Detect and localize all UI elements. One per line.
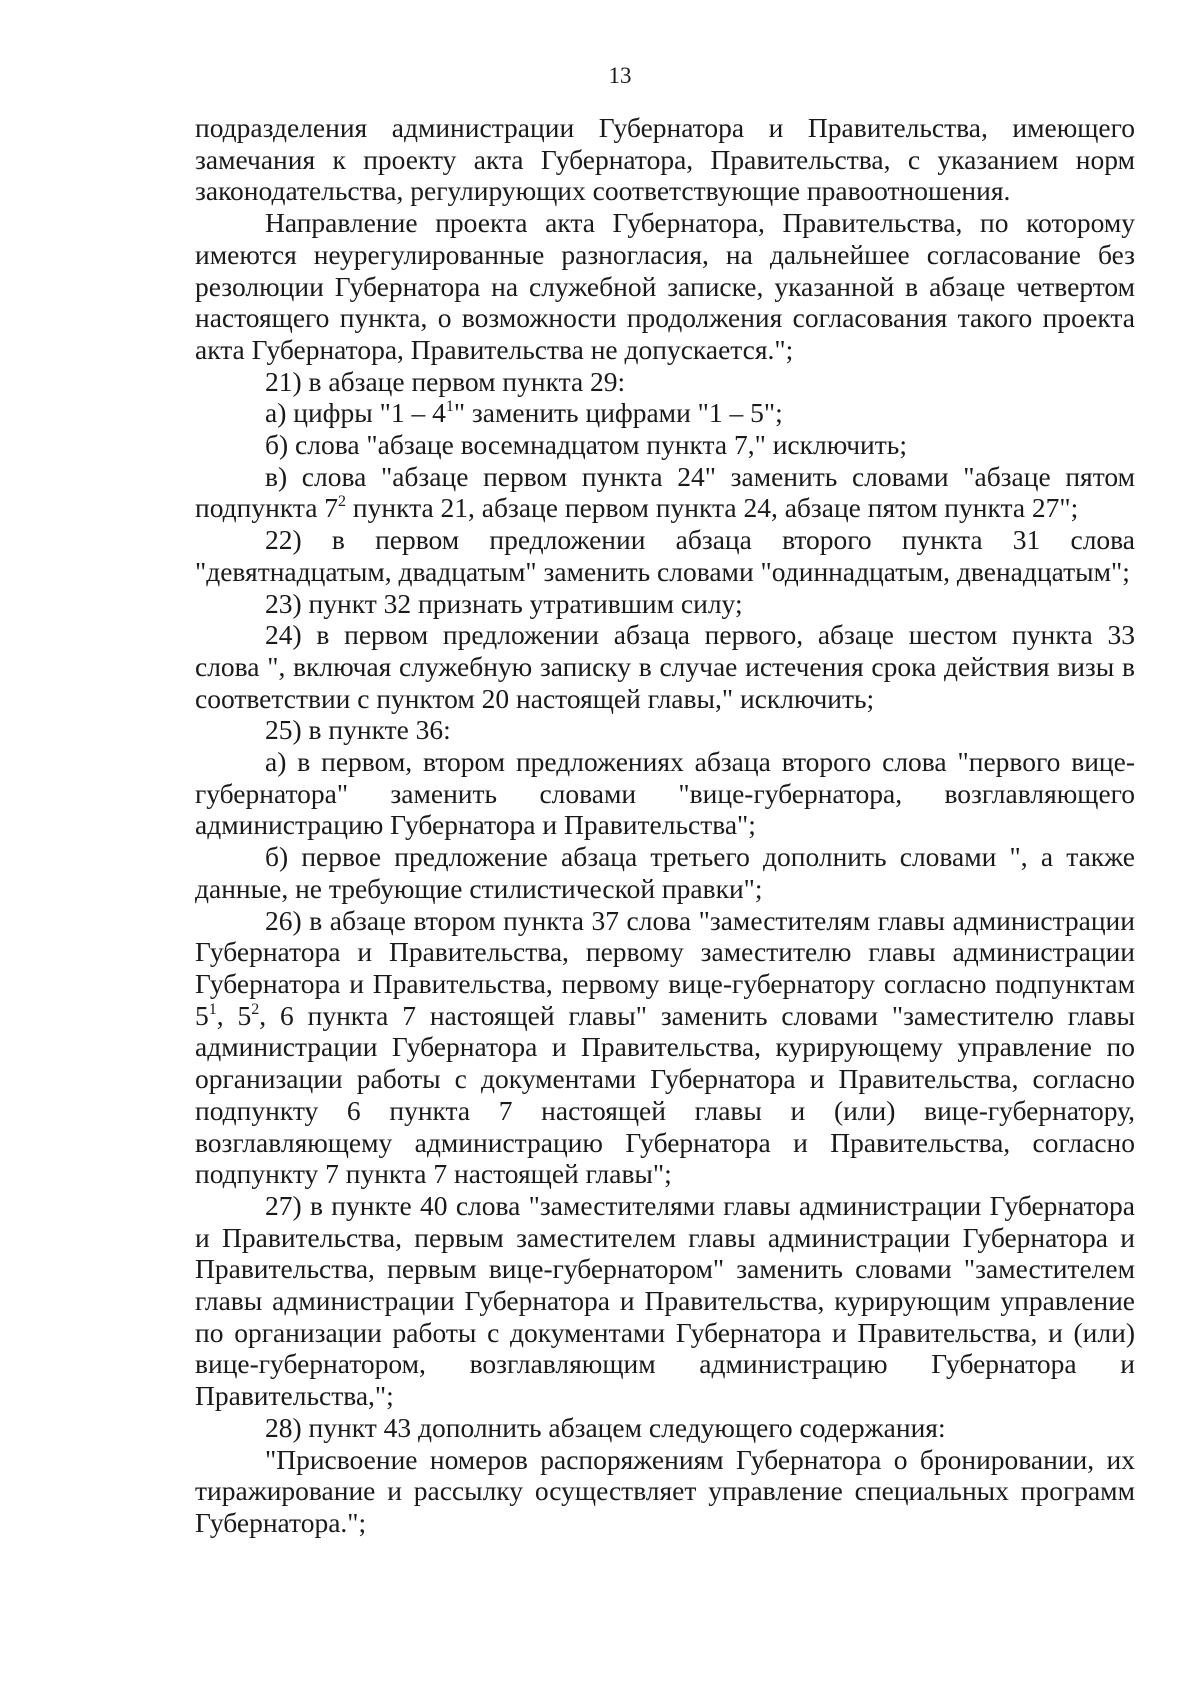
paragraph-text: "Присвоение номеров распоряжениям Губернатора о бронировании, их тиражирование и рассылку осуществляет управление специальных программ Губернатора."; xyxy=(195,1443,1135,1538)
paragraph-text: 21) в абзаце первом пункта 29: xyxy=(265,365,626,397)
paragraph-text: , 5 xyxy=(216,999,252,1031)
superscript: 1 xyxy=(208,1000,217,1018)
paragraph-text: в) слова "абзаце первом пункта 24" заменить словами "абзаце пятом подпункта 7 xyxy=(195,460,1135,524)
paragraph-text: Направление проекта акта Губернатора, Правительства, по которому имеются неурегулированные разногласия, на дальнейшее согласование без резолюции Губернатора на служебной записке, указанной в абзаце четвертом настоящего пункта, о возможности продолжения согласования такого проекта акта Губернатора, Правительства не допускается."; xyxy=(195,207,1135,365)
paragraph xyxy=(195,746,1135,841)
paragraph xyxy=(195,1444,1135,1539)
paragraph xyxy=(195,461,1135,524)
paragraph-text: 27) в пункте 40 слова "заместителями главы администрации Губернатора и Правительства, первым заместителем главы администрации Губернатора и Правительства, первым вице-губернатором" заменить словами "заместителем главы администрации Губернатора и Правительства, курирующим управление по организации работы с документами Губернатора и Правительства, и (или) вице-губернатором, возглавляющим администрацию Губернатора и Правительства,"; xyxy=(195,1189,1135,1412)
paragraph-text: а) цифры "1 – 4 xyxy=(265,397,446,429)
paragraph xyxy=(195,429,1135,461)
paragraph xyxy=(195,397,1135,429)
paragraph-text: , 6 пункта 7 настоящей главы" заменить словами "заместителю главы администрации Губернатора и Правительства, курирующему управление по организации работы с документами Губернатора и Правительства, согласно подпункту 6 пункта 7 настоящей главы и (или) вице-губернатору, возглавляющему администрацию Губернатора и Правительства, согласно подпункту 7 пункта 7 настоящей главы"; xyxy=(195,999,1136,1190)
superscript: 2 xyxy=(338,493,347,511)
document-body xyxy=(195,112,1135,1539)
paragraph xyxy=(195,1412,1135,1444)
paragraph xyxy=(195,1190,1135,1412)
paragraph-text: а) в первом, втором предложениях абзаца второго слова "первого вице-губернатора" заменить словами "вице-губернатора, возглавляющего администрацию Губернатора и Правительства"; xyxy=(195,746,1135,841)
paragraph xyxy=(195,841,1135,904)
paragraph-text: 23) пункт 32 признать утратившим силу; xyxy=(265,587,743,619)
paragraph xyxy=(195,207,1135,366)
paragraph-text: 25) в пункте 36: xyxy=(265,714,451,746)
paragraph-text: б) первое предложение абзаца третьего дополнить словами ", а также данные, не требующие стилистической правки"; xyxy=(195,841,1135,904)
paragraph xyxy=(195,366,1135,398)
paragraph-text: 22) в первом предложении абзаца второго пункта 31 слова "девятнадцатым, двадцатым" заменить словами "одиннадцатым, двенадцатым"; xyxy=(195,524,1135,587)
paragraph-text: пункта 21, абзаце первом пункта 24, абзаце пятом пункта 27"; xyxy=(346,492,1079,524)
paragraph xyxy=(195,524,1135,587)
superscript: 2 xyxy=(251,1000,260,1018)
paragraph-text: " заменить цифрами "1 – 5"; xyxy=(453,397,783,429)
paragraph-text: подразделения администрации Губернатора и Правительства, имеющего замечания к проекту акта Губернатора, Правительства, с указанием норм законодательства, регулирующих соответствующие правоотношения. xyxy=(195,112,1135,207)
paragraph xyxy=(195,112,1135,207)
paragraph-text: 24) в первом предложении абзаца первого, абзаце шестом пункта 33 слова ", включая служебную записку в случае истечения срока действия визы в соответствии с пунктом 20 настоящей главы," исключить; xyxy=(195,619,1135,714)
page-number: 13 xyxy=(608,63,632,88)
paragraph xyxy=(195,619,1135,714)
paragraph xyxy=(195,905,1135,1190)
paragraph-text: 26) в абзаце втором пункта 37 слова "заместителям главы администрации Губернатора и Правительства, первому заместителю главы администрации Губернатора и Правительства, первому вице-губернатору согласно подпунктам 5 xyxy=(195,904,1135,1031)
paragraph-text: 28) пункт 43 дополнить абзацем следующего содержания: xyxy=(265,1411,946,1443)
paragraph-text: б) слова "абзаце восемнадцатом пункта 7," исключить; xyxy=(265,429,907,461)
superscript: 1 xyxy=(445,398,454,416)
paragraph xyxy=(195,588,1135,620)
paragraph xyxy=(195,714,1135,746)
